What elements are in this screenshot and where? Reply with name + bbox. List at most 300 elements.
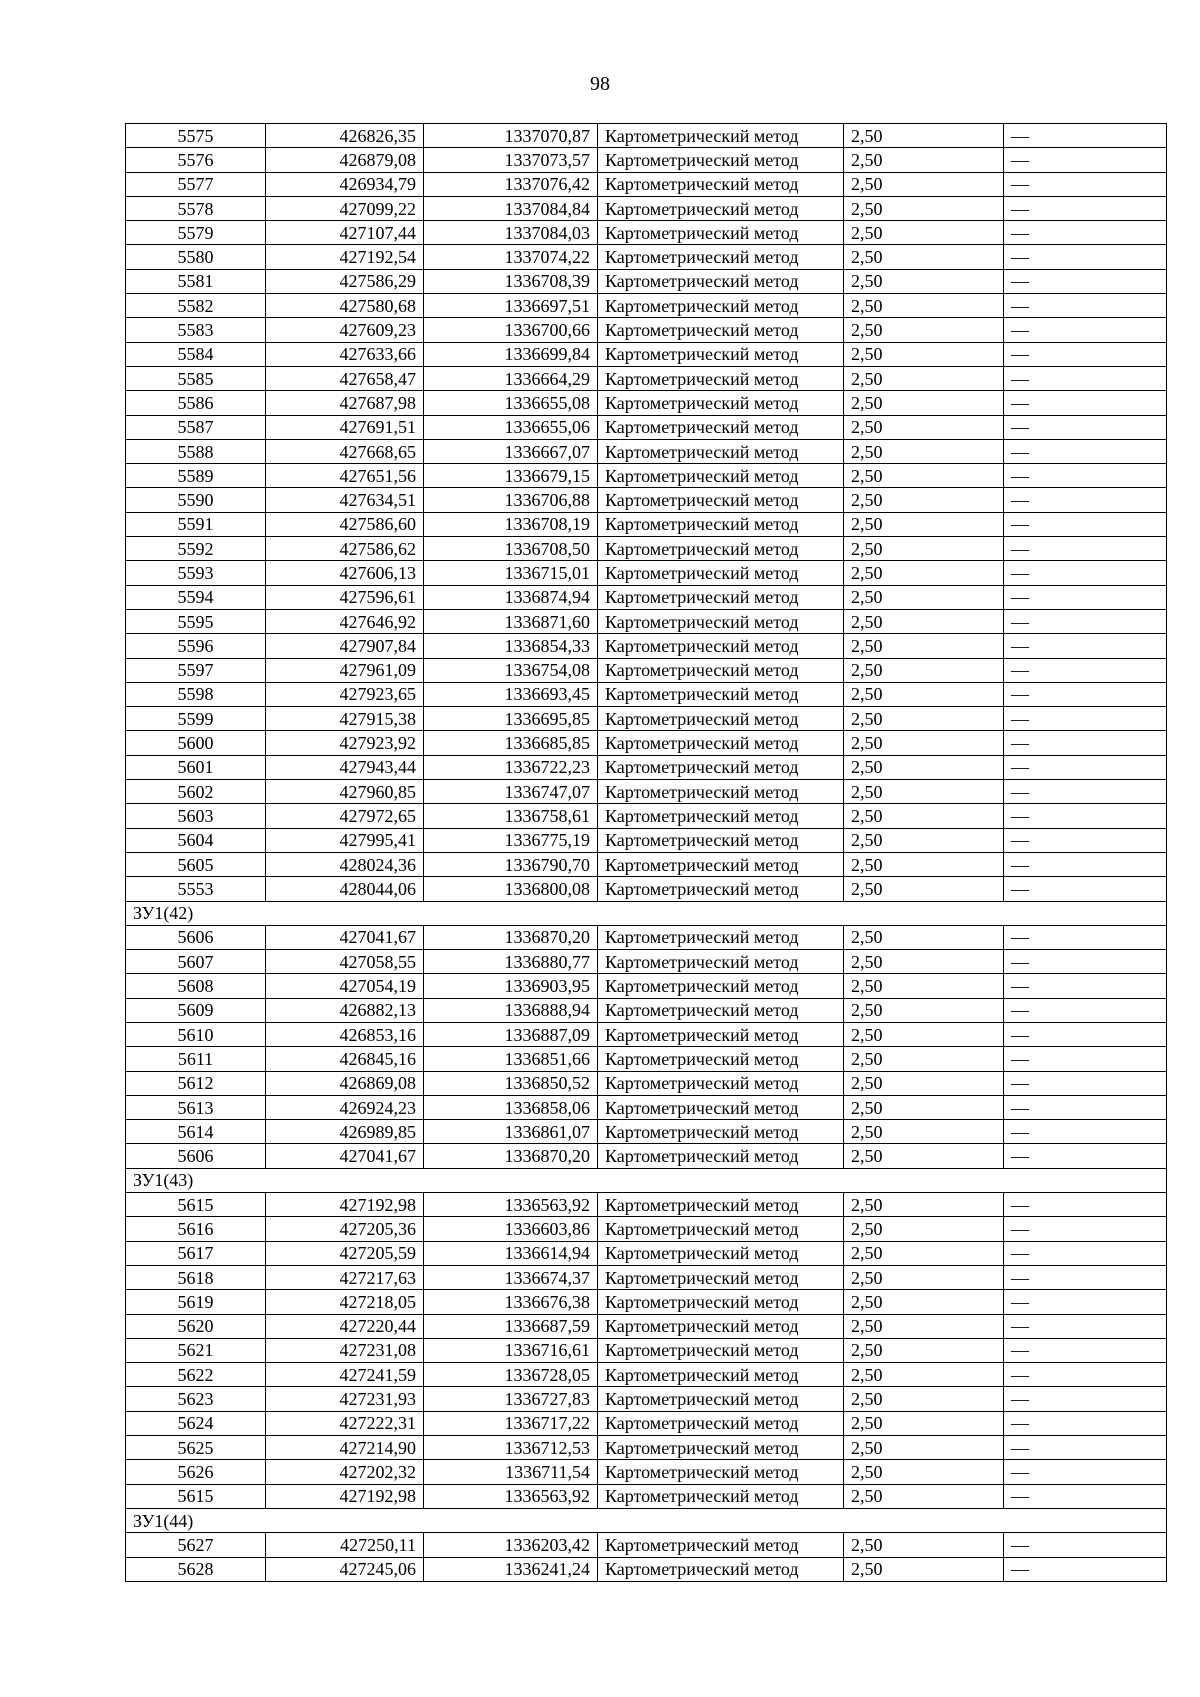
- y-coordinate-cell: 1337073,57: [424, 148, 598, 172]
- point-number-cell: 5589: [126, 464, 266, 488]
- table-row: [126, 852, 1167, 876]
- x-coordinate-cell: 427041,67: [266, 925, 424, 949]
- table-row: [126, 1338, 1167, 1362]
- point-number-cell: 5613: [126, 1095, 266, 1119]
- point-number-cell: 5605: [126, 852, 266, 876]
- point-number-cell: 5584: [126, 342, 266, 366]
- method-cell: Картометрический метод: [598, 1484, 844, 1508]
- accuracy-cell: 2,50: [844, 1363, 1004, 1387]
- y-coordinate-cell: 1336715,01: [424, 561, 598, 585]
- y-coordinate-cell: 1336693,45: [424, 682, 598, 706]
- accuracy-cell: 2,50: [844, 439, 1004, 463]
- table-row: [126, 877, 1167, 901]
- x-coordinate-cell: 427586,29: [266, 269, 424, 293]
- y-coordinate-cell: 1336697,51: [424, 294, 598, 318]
- point-number-cell: 5580: [126, 245, 266, 269]
- description-cell: —: [1004, 1460, 1167, 1484]
- description-cell: —: [1004, 1241, 1167, 1265]
- table-row: [126, 1022, 1167, 1046]
- accuracy-cell: 2,50: [844, 755, 1004, 779]
- table-row: [126, 804, 1167, 828]
- section-title: ЗУ1(42): [126, 901, 1167, 925]
- point-number-cell: 5615: [126, 1484, 266, 1508]
- x-coordinate-cell: 427923,92: [266, 731, 424, 755]
- x-coordinate-cell: 427907,84: [266, 634, 424, 658]
- x-coordinate-cell: 427923,65: [266, 682, 424, 706]
- accuracy-cell: 2,50: [844, 366, 1004, 390]
- y-coordinate-cell: 1336903,95: [424, 974, 598, 998]
- accuracy-cell: 2,50: [844, 925, 1004, 949]
- method-cell: Картометрический метод: [598, 925, 844, 949]
- method-cell: Картометрический метод: [598, 1071, 844, 1095]
- point-number-cell: 5579: [126, 221, 266, 245]
- point-number-cell: 5594: [126, 585, 266, 609]
- section-title: ЗУ1(44): [126, 1508, 1167, 1532]
- method-cell: Картометрический метод: [598, 464, 844, 488]
- table-row: [126, 439, 1167, 463]
- description-cell: —: [1004, 682, 1167, 706]
- page-number: 98: [590, 73, 610, 95]
- description-cell: —: [1004, 1387, 1167, 1411]
- x-coordinate-cell: 427668,65: [266, 439, 424, 463]
- point-number-cell: 5587: [126, 415, 266, 439]
- method-cell: Картометрический метод: [598, 950, 844, 974]
- x-coordinate-cell: 427634,51: [266, 488, 424, 512]
- description-cell: —: [1004, 1436, 1167, 1460]
- description-cell: —: [1004, 464, 1167, 488]
- point-number-cell: 5591: [126, 512, 266, 536]
- y-coordinate-cell: 1336687,59: [424, 1314, 598, 1338]
- description-cell: —: [1004, 488, 1167, 512]
- accuracy-cell: 2,50: [844, 950, 1004, 974]
- x-coordinate-cell: 427231,08: [266, 1338, 424, 1362]
- point-number-cell: 5623: [126, 1387, 266, 1411]
- accuracy-cell: 2,50: [844, 609, 1004, 633]
- y-coordinate-cell: 1336655,06: [424, 415, 598, 439]
- accuracy-cell: 2,50: [844, 1436, 1004, 1460]
- table-row: [126, 609, 1167, 633]
- accuracy-cell: 2,50: [844, 1022, 1004, 1046]
- description-cell: —: [1004, 804, 1167, 828]
- description-cell: —: [1004, 1484, 1167, 1508]
- table-row: [126, 512, 1167, 536]
- method-cell: Картометрический метод: [598, 804, 844, 828]
- description-cell: —: [1004, 366, 1167, 390]
- point-number-cell: 5603: [126, 804, 266, 828]
- description-cell: —: [1004, 1071, 1167, 1095]
- y-coordinate-cell: 1336241,24: [424, 1557, 598, 1581]
- point-number-cell: 5575: [126, 124, 266, 148]
- method-cell: Картометрический метод: [598, 877, 844, 901]
- description-cell: —: [1004, 415, 1167, 439]
- point-number-cell: 5598: [126, 682, 266, 706]
- accuracy-cell: 2,50: [844, 1411, 1004, 1435]
- point-number-cell: 5628: [126, 1557, 266, 1581]
- table-row: [126, 1533, 1167, 1557]
- point-number-cell: 5597: [126, 658, 266, 682]
- x-coordinate-cell: 427580,68: [266, 294, 424, 318]
- y-coordinate-cell: 1336685,85: [424, 731, 598, 755]
- table-row: [126, 1217, 1167, 1241]
- point-number-cell: 5606: [126, 1144, 266, 1168]
- accuracy-cell: 2,50: [844, 780, 1004, 804]
- y-coordinate-cell: 1336712,53: [424, 1436, 598, 1460]
- description-cell: —: [1004, 1120, 1167, 1144]
- accuracy-cell: 2,50: [844, 415, 1004, 439]
- method-cell: Картометрический метод: [598, 828, 844, 852]
- description-cell: —: [1004, 294, 1167, 318]
- y-coordinate-cell: 1336727,83: [424, 1387, 598, 1411]
- table-row: [126, 1193, 1167, 1217]
- point-number-cell: 5621: [126, 1338, 266, 1362]
- method-cell: Картометрический метод: [598, 852, 844, 876]
- method-cell: Картометрический метод: [598, 1193, 844, 1217]
- y-coordinate-cell: 1337074,22: [424, 245, 598, 269]
- point-number-cell: 5602: [126, 780, 266, 804]
- table-row: [126, 998, 1167, 1022]
- description-cell: —: [1004, 221, 1167, 245]
- x-coordinate-cell: 427691,51: [266, 415, 424, 439]
- x-coordinate-cell: 426879,08: [266, 148, 424, 172]
- y-coordinate-cell: 1336870,20: [424, 1144, 598, 1168]
- table-row: [126, 828, 1167, 852]
- y-coordinate-cell: 1336887,09: [424, 1022, 598, 1046]
- method-cell: Картометрический метод: [598, 1047, 844, 1071]
- method-cell: Картометрический метод: [598, 1217, 844, 1241]
- x-coordinate-cell: 427245,06: [266, 1557, 424, 1581]
- method-cell: Картометрический метод: [598, 196, 844, 220]
- method-cell: Картометрический метод: [598, 998, 844, 1022]
- coordinates-table-body: [126, 124, 1167, 1582]
- accuracy-cell: 2,50: [844, 1460, 1004, 1484]
- accuracy-cell: 2,50: [844, 1047, 1004, 1071]
- accuracy-cell: 2,50: [844, 634, 1004, 658]
- accuracy-cell: 2,50: [844, 804, 1004, 828]
- x-coordinate-cell: 426934,79: [266, 172, 424, 196]
- accuracy-cell: 2,50: [844, 1338, 1004, 1362]
- coordinates-table: [125, 123, 1167, 1582]
- y-coordinate-cell: 1336758,61: [424, 804, 598, 828]
- method-cell: Картометрический метод: [598, 1314, 844, 1338]
- y-coordinate-cell: 1336861,07: [424, 1120, 598, 1144]
- description-cell: —: [1004, 731, 1167, 755]
- point-number-cell: 5617: [126, 1241, 266, 1265]
- point-number-cell: 5599: [126, 707, 266, 731]
- y-coordinate-cell: 1336747,07: [424, 780, 598, 804]
- point-number-cell: 5620: [126, 1314, 266, 1338]
- point-number-cell: 5614: [126, 1120, 266, 1144]
- accuracy-cell: 2,50: [844, 512, 1004, 536]
- accuracy-cell: 2,50: [844, 707, 1004, 731]
- accuracy-cell: 2,50: [844, 998, 1004, 1022]
- y-coordinate-cell: 1336699,84: [424, 342, 598, 366]
- method-cell: Картометрический метод: [598, 318, 844, 342]
- table-row: [126, 269, 1167, 293]
- x-coordinate-cell: 427041,67: [266, 1144, 424, 1168]
- section-header-row: [126, 901, 1167, 925]
- point-number-cell: 5609: [126, 998, 266, 1022]
- y-coordinate-cell: 1337070,87: [424, 124, 598, 148]
- y-coordinate-cell: 1336708,50: [424, 537, 598, 561]
- x-coordinate-cell: 427943,44: [266, 755, 424, 779]
- method-cell: Картометрический метод: [598, 974, 844, 998]
- point-number-cell: 5611: [126, 1047, 266, 1071]
- method-cell: Картометрический метод: [598, 439, 844, 463]
- table-row: [126, 294, 1167, 318]
- table-row: [126, 342, 1167, 366]
- table-row: [126, 1484, 1167, 1508]
- accuracy-cell: 2,50: [844, 1557, 1004, 1581]
- table-row: [126, 318, 1167, 342]
- y-coordinate-cell: 1336854,33: [424, 634, 598, 658]
- x-coordinate-cell: 428024,36: [266, 852, 424, 876]
- x-coordinate-cell: 427972,65: [266, 804, 424, 828]
- table-row: [126, 1411, 1167, 1435]
- method-cell: Картометрический метод: [598, 537, 844, 561]
- description-cell: —: [1004, 1557, 1167, 1581]
- y-coordinate-cell: 1336870,20: [424, 925, 598, 949]
- method-cell: Картометрический метод: [598, 294, 844, 318]
- table-row: [126, 658, 1167, 682]
- section-header-row: [126, 1168, 1167, 1192]
- point-number-cell: 5619: [126, 1290, 266, 1314]
- x-coordinate-cell: 426853,16: [266, 1022, 424, 1046]
- y-coordinate-cell: 1336203,42: [424, 1533, 598, 1557]
- point-number-cell: 5600: [126, 731, 266, 755]
- point-number-cell: 5604: [126, 828, 266, 852]
- y-coordinate-cell: 1336708,19: [424, 512, 598, 536]
- table-row: [126, 755, 1167, 779]
- description-cell: —: [1004, 1022, 1167, 1046]
- x-coordinate-cell: 427205,59: [266, 1241, 424, 1265]
- x-coordinate-cell: 426826,35: [266, 124, 424, 148]
- method-cell: Картометрический метод: [598, 634, 844, 658]
- table-row: [126, 974, 1167, 998]
- x-coordinate-cell: 427231,93: [266, 1387, 424, 1411]
- y-coordinate-cell: 1336754,08: [424, 658, 598, 682]
- accuracy-cell: 2,50: [844, 1387, 1004, 1411]
- y-coordinate-cell: 1336614,94: [424, 1241, 598, 1265]
- description-cell: —: [1004, 391, 1167, 415]
- description-cell: —: [1004, 245, 1167, 269]
- point-number-cell: 5607: [126, 950, 266, 974]
- x-coordinate-cell: 427107,44: [266, 221, 424, 245]
- x-coordinate-cell: 427586,60: [266, 512, 424, 536]
- accuracy-cell: 2,50: [844, 342, 1004, 366]
- table-row: [126, 561, 1167, 585]
- accuracy-cell: 2,50: [844, 585, 1004, 609]
- x-coordinate-cell: 426989,85: [266, 1120, 424, 1144]
- x-coordinate-cell: 426924,23: [266, 1095, 424, 1119]
- y-coordinate-cell: 1336711,54: [424, 1460, 598, 1484]
- description-cell: —: [1004, 1144, 1167, 1168]
- accuracy-cell: 2,50: [844, 974, 1004, 998]
- y-coordinate-cell: 1336717,22: [424, 1411, 598, 1435]
- y-coordinate-cell: 1336676,38: [424, 1290, 598, 1314]
- x-coordinate-cell: 427586,62: [266, 537, 424, 561]
- method-cell: Картометрический метод: [598, 1363, 844, 1387]
- x-coordinate-cell: 427220,44: [266, 1314, 424, 1338]
- description-cell: —: [1004, 707, 1167, 731]
- accuracy-cell: 2,50: [844, 464, 1004, 488]
- accuracy-cell: 2,50: [844, 1217, 1004, 1241]
- y-coordinate-cell: 1336655,08: [424, 391, 598, 415]
- point-number-cell: 5606: [126, 925, 266, 949]
- description-cell: —: [1004, 439, 1167, 463]
- description-cell: —: [1004, 1533, 1167, 1557]
- accuracy-cell: 2,50: [844, 852, 1004, 876]
- description-cell: —: [1004, 998, 1167, 1022]
- point-number-cell: 5585: [126, 366, 266, 390]
- y-coordinate-cell: 1336722,23: [424, 755, 598, 779]
- method-cell: Картометрический метод: [598, 609, 844, 633]
- x-coordinate-cell: 427222,31: [266, 1411, 424, 1435]
- x-coordinate-cell: 427241,59: [266, 1363, 424, 1387]
- accuracy-cell: 2,50: [844, 269, 1004, 293]
- method-cell: Картометрический метод: [598, 755, 844, 779]
- description-cell: —: [1004, 877, 1167, 901]
- x-coordinate-cell: 427058,55: [266, 950, 424, 974]
- accuracy-cell: 2,50: [844, 682, 1004, 706]
- description-cell: —: [1004, 342, 1167, 366]
- table-row: [126, 1290, 1167, 1314]
- description-cell: —: [1004, 974, 1167, 998]
- x-coordinate-cell: 427596,61: [266, 585, 424, 609]
- method-cell: Картометрический метод: [598, 1460, 844, 1484]
- y-coordinate-cell: 1336664,29: [424, 366, 598, 390]
- x-coordinate-cell: 427960,85: [266, 780, 424, 804]
- point-number-cell: 5625: [126, 1436, 266, 1460]
- description-cell: —: [1004, 269, 1167, 293]
- x-coordinate-cell: 427192,98: [266, 1193, 424, 1217]
- point-number-cell: 5583: [126, 318, 266, 342]
- point-number-cell: 5553: [126, 877, 266, 901]
- description-cell: —: [1004, 1338, 1167, 1362]
- table-row: [126, 1095, 1167, 1119]
- table-row: [126, 1557, 1167, 1581]
- method-cell: Картометрический метод: [598, 1144, 844, 1168]
- accuracy-cell: 2,50: [844, 488, 1004, 512]
- accuracy-cell: 2,50: [844, 537, 1004, 561]
- description-cell: —: [1004, 634, 1167, 658]
- table-row: [126, 585, 1167, 609]
- point-number-cell: 5592: [126, 537, 266, 561]
- accuracy-cell: 2,50: [844, 294, 1004, 318]
- description-cell: —: [1004, 172, 1167, 196]
- description-cell: —: [1004, 512, 1167, 536]
- description-cell: —: [1004, 585, 1167, 609]
- table-row: [126, 682, 1167, 706]
- description-cell: —: [1004, 609, 1167, 633]
- accuracy-cell: 2,50: [844, 391, 1004, 415]
- description-cell: —: [1004, 148, 1167, 172]
- accuracy-cell: 2,50: [844, 1533, 1004, 1557]
- table-row: [126, 1120, 1167, 1144]
- description-cell: —: [1004, 1363, 1167, 1387]
- x-coordinate-cell: 427205,36: [266, 1217, 424, 1241]
- accuracy-cell: 2,50: [844, 1265, 1004, 1289]
- point-number-cell: 5596: [126, 634, 266, 658]
- accuracy-cell: 2,50: [844, 1290, 1004, 1314]
- y-coordinate-cell: 1336708,39: [424, 269, 598, 293]
- accuracy-cell: 2,50: [844, 731, 1004, 755]
- y-coordinate-cell: 1336700,66: [424, 318, 598, 342]
- method-cell: Картометрический метод: [598, 561, 844, 585]
- method-cell: Картометрический метод: [598, 391, 844, 415]
- accuracy-cell: 2,50: [844, 561, 1004, 585]
- accuracy-cell: 2,50: [844, 1314, 1004, 1338]
- accuracy-cell: 2,50: [844, 1071, 1004, 1095]
- x-coordinate-cell: 426882,13: [266, 998, 424, 1022]
- description-cell: —: [1004, 537, 1167, 561]
- method-cell: Картометрический метод: [598, 1290, 844, 1314]
- x-coordinate-cell: 427633,66: [266, 342, 424, 366]
- y-coordinate-cell: 1336850,52: [424, 1071, 598, 1095]
- y-coordinate-cell: 1337084,03: [424, 221, 598, 245]
- description-cell: —: [1004, 828, 1167, 852]
- point-number-cell: 5581: [126, 269, 266, 293]
- y-coordinate-cell: 1336603,86: [424, 1217, 598, 1241]
- point-number-cell: 5590: [126, 488, 266, 512]
- x-coordinate-cell: 427217,63: [266, 1265, 424, 1289]
- x-coordinate-cell: 428044,06: [266, 877, 424, 901]
- table-row: [126, 1071, 1167, 1095]
- table-row: [126, 731, 1167, 755]
- description-cell: —: [1004, 1217, 1167, 1241]
- point-number-cell: 5593: [126, 561, 266, 585]
- description-cell: —: [1004, 658, 1167, 682]
- accuracy-cell: 2,50: [844, 1484, 1004, 1508]
- table-row: [126, 950, 1167, 974]
- table-row: [126, 488, 1167, 512]
- method-cell: Картометрический метод: [598, 780, 844, 804]
- point-number-cell: 5578: [126, 196, 266, 220]
- table-row: [126, 1436, 1167, 1460]
- table-row: [126, 366, 1167, 390]
- x-coordinate-cell: 427192,54: [266, 245, 424, 269]
- y-coordinate-cell: 1336858,06: [424, 1095, 598, 1119]
- method-cell: Картометрический метод: [598, 1022, 844, 1046]
- method-cell: Картометрический метод: [598, 1241, 844, 1265]
- y-coordinate-cell: 1336800,08: [424, 877, 598, 901]
- y-coordinate-cell: 1336563,92: [424, 1193, 598, 1217]
- x-coordinate-cell: 427218,05: [266, 1290, 424, 1314]
- accuracy-cell: 2,50: [844, 658, 1004, 682]
- description-cell: —: [1004, 755, 1167, 779]
- y-coordinate-cell: 1337084,84: [424, 196, 598, 220]
- x-coordinate-cell: 427202,32: [266, 1460, 424, 1484]
- table-row: [126, 634, 1167, 658]
- x-coordinate-cell: 427250,11: [266, 1533, 424, 1557]
- method-cell: Картометрический метод: [598, 682, 844, 706]
- accuracy-cell: 2,50: [844, 245, 1004, 269]
- description-cell: —: [1004, 1095, 1167, 1119]
- point-number-cell: 5610: [126, 1022, 266, 1046]
- section-title: ЗУ1(43): [126, 1168, 1167, 1192]
- method-cell: Картометрический метод: [598, 415, 844, 439]
- table-row: [126, 780, 1167, 804]
- description-cell: —: [1004, 196, 1167, 220]
- accuracy-cell: 2,50: [844, 1120, 1004, 1144]
- point-number-cell: 5588: [126, 439, 266, 463]
- point-number-cell: 5612: [126, 1071, 266, 1095]
- accuracy-cell: 2,50: [844, 1144, 1004, 1168]
- method-cell: Картометрический метод: [598, 172, 844, 196]
- point-number-cell: 5615: [126, 1193, 266, 1217]
- table-row: [126, 245, 1167, 269]
- accuracy-cell: 2,50: [844, 221, 1004, 245]
- method-cell: Картометрический метод: [598, 148, 844, 172]
